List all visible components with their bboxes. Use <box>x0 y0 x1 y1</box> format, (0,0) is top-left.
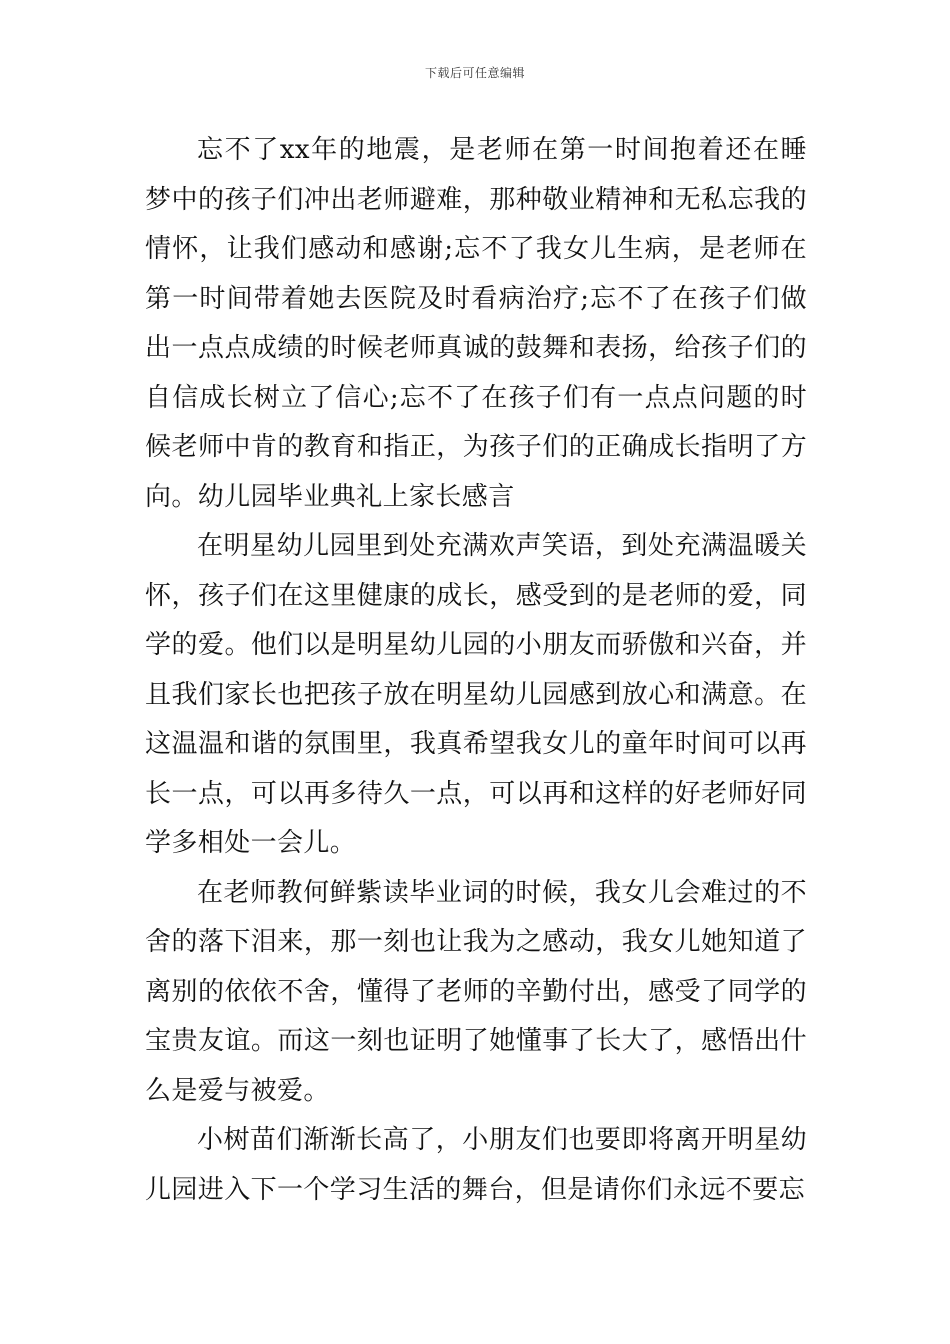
paragraph-3: 在老师教何鲜紫读毕业词的时候，我女儿会难过的不舍的落下泪来，那一刻也让我为之感动，我女儿她知道了离别的依依不舍，懂得了老师的辛勤付出，感受了同学的宝贵友谊。而这一刻也证明了她懂事了长大了，感悟出什么是爱与被爱。 <box>145 877 807 1106</box>
paragraph-2: 在明星幼儿园里到处充满欢声笑语，到处充满温暖关怀，孩子们在这里健康的成长，感受到的是老师的爱，同学的爱。他们以是明星幼儿园的小朋友而骄傲和兴奋，并且我们家长也把孩子放在明星幼儿园感到放心和满意。在这温温和谐的氛围里，我真希望我女儿的童年时间可以再长一点，可以再多待久一点，可以再和这样的好老师好同学多相处一会儿。 <box>145 531 807 858</box>
page-header: 下载后可任意编辑 <box>424 66 525 80</box>
document-body <box>145 126 807 1215</box>
paragraph-4: 小树苗们渐渐长高了，小朋友们也要即将离开明星幼儿园进入下一个学习生活的舞台，但是请你们永远不要忘 <box>145 1125 807 1205</box>
paragraph-1: 忘不了xx年的地震，是老师在第一时间抱着还在睡梦中的孩子们冲出老师避难，那种敬业精神和无私忘我的情怀，让我们感动和感谢;忘不了我女儿生病，是老师在第一时间带着她去医院及时看病治疗;忘不了在孩子们做出一点点成绩的时候老师真诚的鼓舞和表扬，给孩子们的自信成长树立了信心;忘不了在孩子们有一点点问题的时候老师中肯的教育和指正，为孩子们的正确成长指明了方向。幼儿园毕业典礼上家长感言 <box>145 135 807 512</box>
